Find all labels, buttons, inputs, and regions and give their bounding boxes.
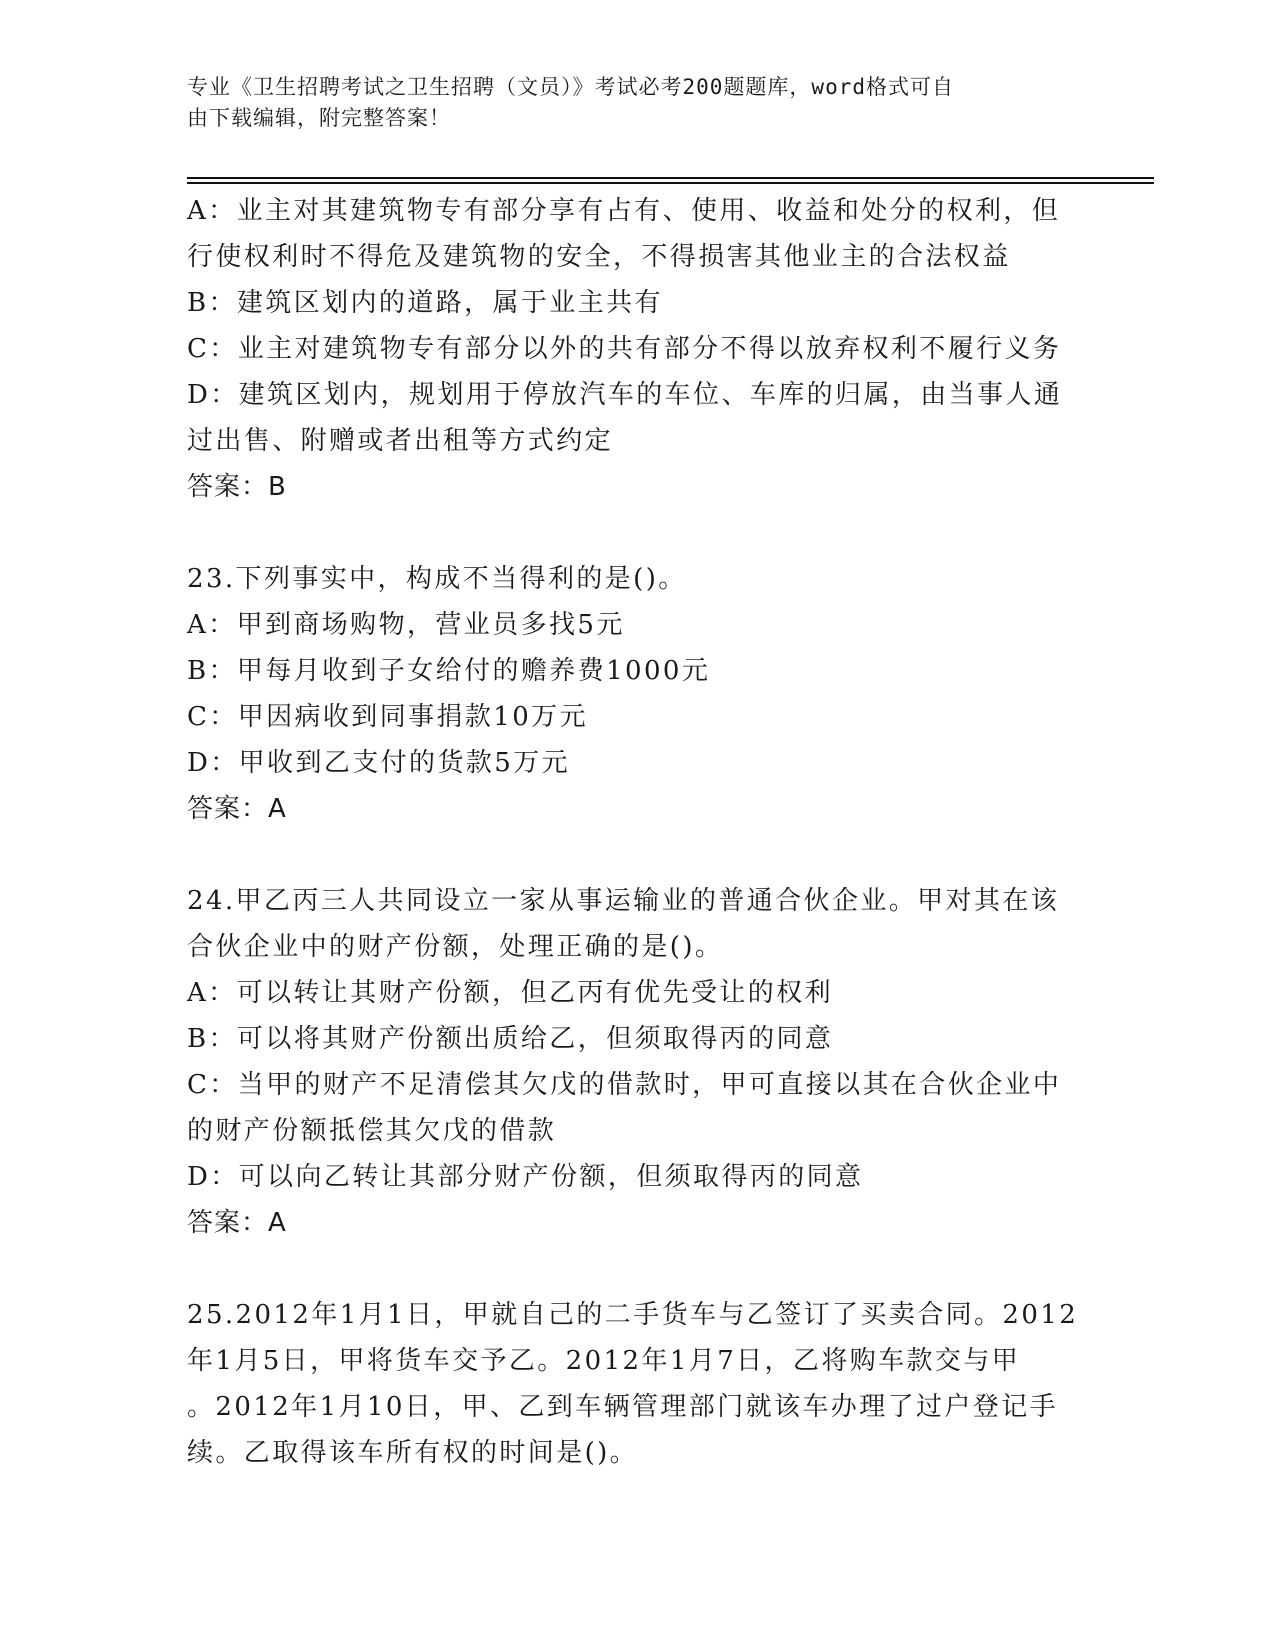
q23-option-b: B：甲每月收到子女给付的赡养费1000元: [187, 656, 711, 686]
q25-stem-line1: 25.2012年1月1日，甲就自己的二手货车与乙签订了买卖合同。2012: [187, 1300, 1079, 1330]
q23-option-c: C：甲因病收到同事捐款10万元: [187, 702, 588, 732]
header-line-2: 由下载编辑，附完整答案！: [187, 106, 451, 130]
q23-answer: 答案：A: [187, 794, 287, 824]
q22-option-c: C：业主对建筑物专有部分以外的共有部分不得以放弃权利不履行义务: [187, 334, 1062, 364]
q24-answer: 答案：A: [187, 1208, 287, 1238]
q24-option-d: D：可以向乙转让其部分财产份额，但须取得丙的同意: [187, 1162, 864, 1192]
q24-stem-line1: 24.甲乙丙三人共同设立一家从事运输业的普通合伙企业。甲对其在该: [187, 886, 1060, 916]
question-25: [187, 1292, 1087, 1476]
q24-stem-line2: 合伙企业中的财产份额，处理正确的是()。: [187, 932, 724, 962]
q22-option-d-line1: D：建筑区划内，规划用于停放汽车的车位、车库的归属，由当事人通: [187, 380, 1063, 410]
spacer: [187, 510, 1087, 556]
q22-option-d-line2: 过出售、附赠或者出租等方式约定: [187, 426, 614, 456]
q24-option-a: A：可以转让其财产份额，但乙丙有优先受让的权利: [187, 978, 833, 1008]
q23-option-d: D：甲收到乙支付的货款5万元: [187, 748, 570, 778]
q25-stem-line2: 年1月5日，甲将货车交予乙。2012年1月7日，乙将购车款交与甲: [187, 1346, 1021, 1376]
q25-stem-line4: 续。乙取得该车所有权的时间是()。: [187, 1438, 639, 1468]
header-rule-bottom: [187, 182, 1154, 184]
q22-option-a-line2: 行使权利时不得危及建筑物的安全，不得损害其他业主的合法权益: [187, 242, 1011, 272]
q25-stem-line3: 。2012年1月10日，甲、乙到车辆管理部门就该车办理了过户登记手: [187, 1392, 1058, 1422]
q22-answer: 答案：B: [187, 472, 287, 502]
q24-option-c-line1: C：当甲的财产不足清偿其欠戊的借款时，甲可直接以其在合伙企业中: [187, 1070, 1062, 1100]
q22-option-b: B：建筑区划内的道路，属于业主共有: [187, 288, 663, 318]
question-23: [187, 556, 1087, 832]
question-content: [187, 188, 1087, 1476]
header-line-1: 专业《卫生招聘考试之卫生招聘（文员）》考试必考200题题库，word格式可自: [187, 75, 954, 99]
q23-option-a: A：甲到商场购物，营业员多找5元: [187, 610, 625, 640]
header-rule-top: [187, 177, 1154, 179]
spacer: [187, 832, 1087, 878]
q23-stem: 23.下列事实中，构成不当得利的是()。: [187, 564, 687, 594]
q22-option-a-line1: A：业主对其建筑物专有部分享有占有、使用、收益和处分的权利，但: [187, 196, 1061, 226]
spacer: [187, 1246, 1087, 1292]
q24-option-b: B：可以将其财产份额出质给乙，但须取得丙的同意: [187, 1024, 834, 1054]
question-22: [187, 188, 1087, 510]
q24-option-c-line2: 的财产份额抵偿其欠戊的借款: [187, 1116, 557, 1146]
document-header: [187, 72, 1067, 134]
question-24: [187, 878, 1087, 1246]
